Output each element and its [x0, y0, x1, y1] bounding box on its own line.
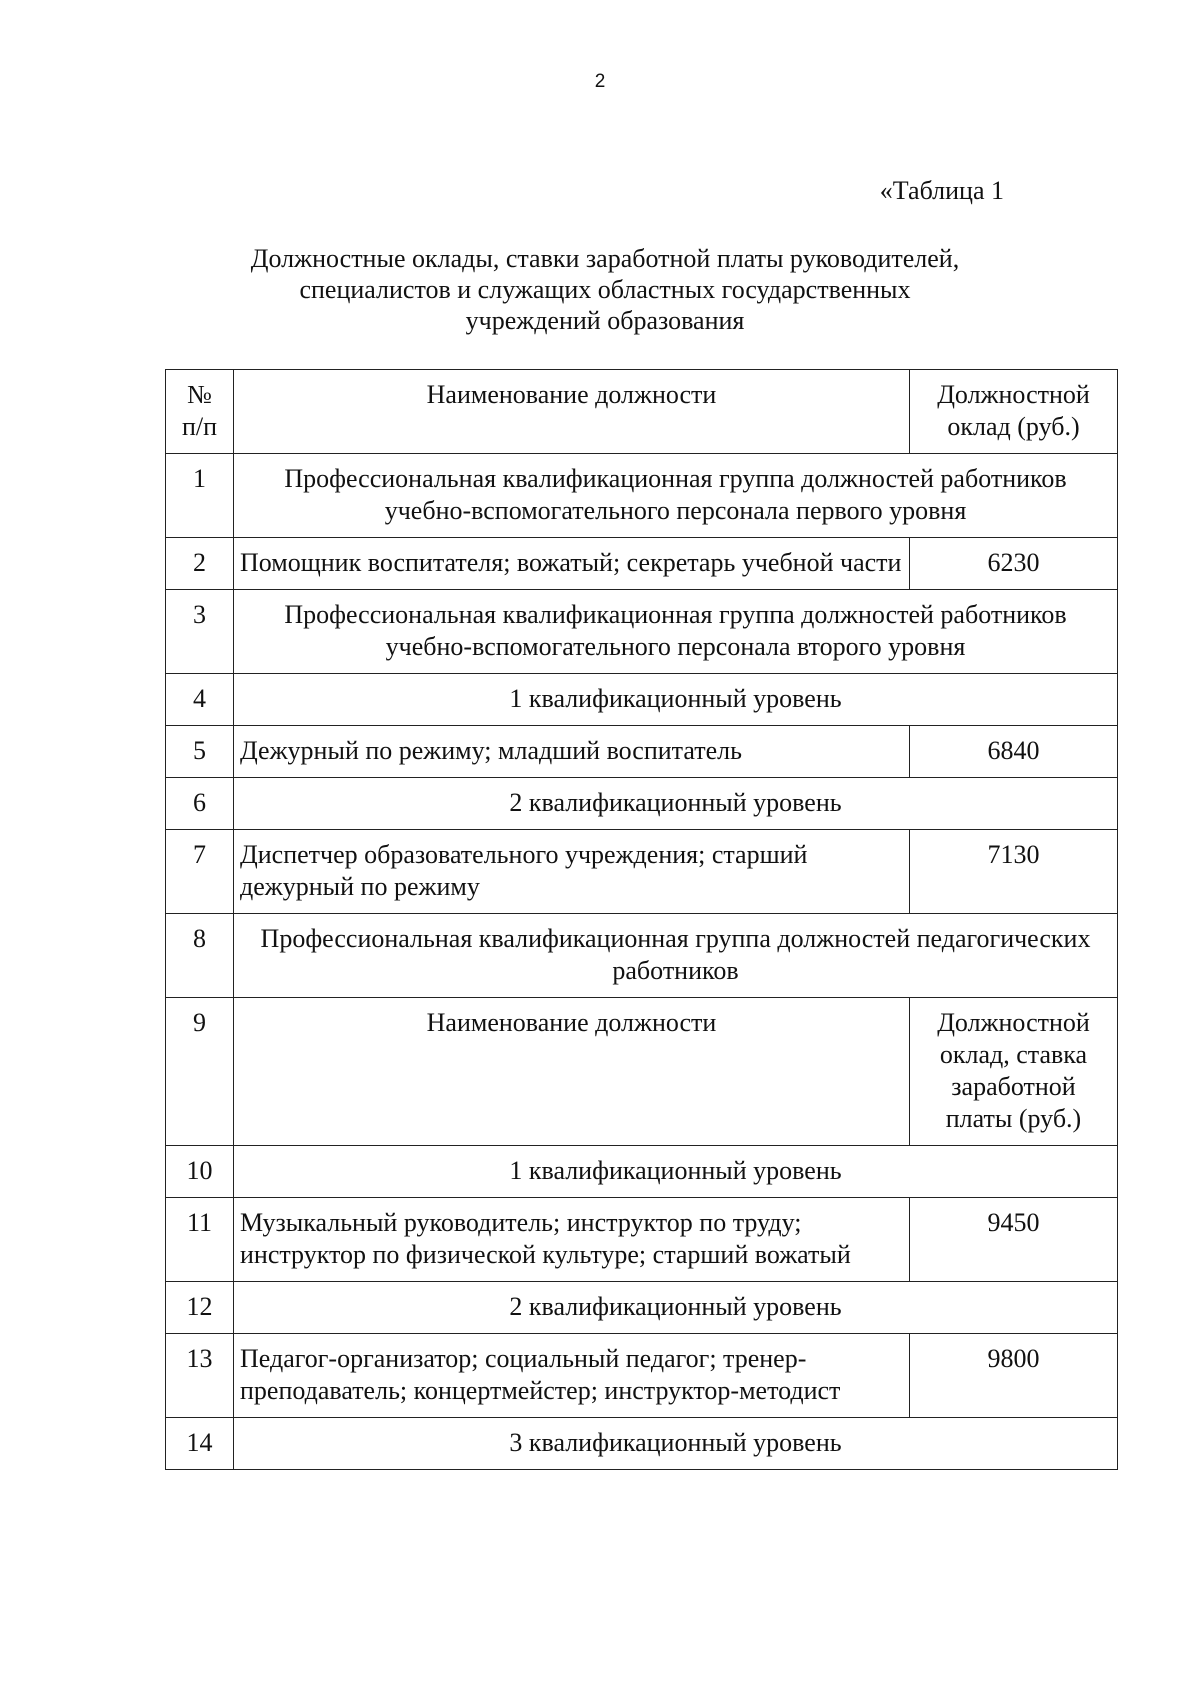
table-row [166, 998, 1118, 1146]
title-line: специалистов и служащих областных государственных [299, 275, 911, 304]
header-num-cell [166, 370, 234, 454]
table-header-row [166, 370, 1118, 454]
salary-value: 9450 [910, 1198, 1118, 1282]
row-number: 11 [166, 1198, 234, 1282]
header-num-symbol: № [187, 380, 212, 409]
table-row [166, 1282, 1118, 1334]
header-salary-line: Должностной [937, 380, 1090, 409]
level-heading: 3 квалификационный уровень [234, 1418, 1118, 1470]
table-row [166, 830, 1118, 914]
document-title [240, 243, 970, 336]
header-num-abbrev: п/п [181, 412, 218, 441]
title-line: учреждений образования [465, 306, 745, 335]
table-label: «Таблица 1 [879, 176, 1004, 205]
position-name: Диспетчер образовательного учреждения; старший дежурный по режиму [234, 830, 910, 914]
level-heading: 1 квалификационный уровень [234, 674, 1118, 726]
salary-value: 6230 [910, 538, 1118, 590]
row-number: 12 [166, 1282, 234, 1334]
table-row [166, 1198, 1118, 1282]
row-number: 3 [166, 590, 234, 674]
row-number: 7 [166, 830, 234, 914]
table-row [166, 538, 1118, 590]
row-number: 6 [166, 778, 234, 830]
level-heading: 1 квалификационный уровень [234, 1146, 1118, 1198]
table-row [166, 726, 1118, 778]
subheader-salary: Должностной оклад, ставка заработной платы (руб.) [910, 998, 1118, 1146]
group-heading: Профессиональная квалификационная группа должностей педагогических работников [234, 914, 1118, 998]
row-number: 1 [166, 454, 234, 538]
position-name: Музыкальный руководитель; инструктор по труду; инструктор по физической культуре; старший вожатый [234, 1198, 910, 1282]
table-row [166, 674, 1118, 726]
level-heading: 2 квалификационный уровень [234, 778, 1118, 830]
salary-value: 9800 [910, 1334, 1118, 1418]
row-number: 8 [166, 914, 234, 998]
salary-value: 7130 [910, 830, 1118, 914]
group-heading: Профессиональная квалификационная группа должностей работников учебно-вспомогательного персонала первого уровня [234, 454, 1118, 538]
row-number: 5 [166, 726, 234, 778]
level-heading: 2 квалификационный уровень [234, 1282, 1118, 1334]
table-row [166, 454, 1118, 538]
table-row [166, 1146, 1118, 1198]
salary-value: 6840 [910, 726, 1118, 778]
page-number: 2 [594, 71, 606, 92]
title-line: Должностные оклады, ставки заработной платы руководителей, [250, 244, 960, 273]
position-name: Педагог-организатор; социальный педагог; тренер-преподаватель; концертмейстер; инструктор-методист [234, 1334, 910, 1418]
position-name: Дежурный по режиму; младший воспитатель [234, 726, 910, 778]
subheader-name: Наименование должности [234, 998, 910, 1146]
row-number: 4 [166, 674, 234, 726]
header-name-cell: Наименование должности [234, 370, 910, 454]
row-number: 2 [166, 538, 234, 590]
table-row [166, 914, 1118, 998]
row-number: 9 [166, 998, 234, 1146]
group-heading: Профессиональная квалификационная группа должностей работников учебно-вспомогательного персонала второго уровня [234, 590, 1118, 674]
header-salary-line: оклад (руб.) [947, 412, 1080, 441]
table-row [166, 1334, 1118, 1418]
table-row [166, 590, 1118, 674]
row-number: 10 [166, 1146, 234, 1198]
table-row [166, 1418, 1118, 1470]
position-name: Помощник воспитателя; вожатый; секретарь учебной части [234, 538, 910, 590]
header-salary-cell [910, 370, 1118, 454]
table-row [166, 778, 1118, 830]
row-number: 14 [166, 1418, 234, 1470]
salary-table [165, 369, 1118, 1470]
row-number: 13 [166, 1334, 234, 1418]
